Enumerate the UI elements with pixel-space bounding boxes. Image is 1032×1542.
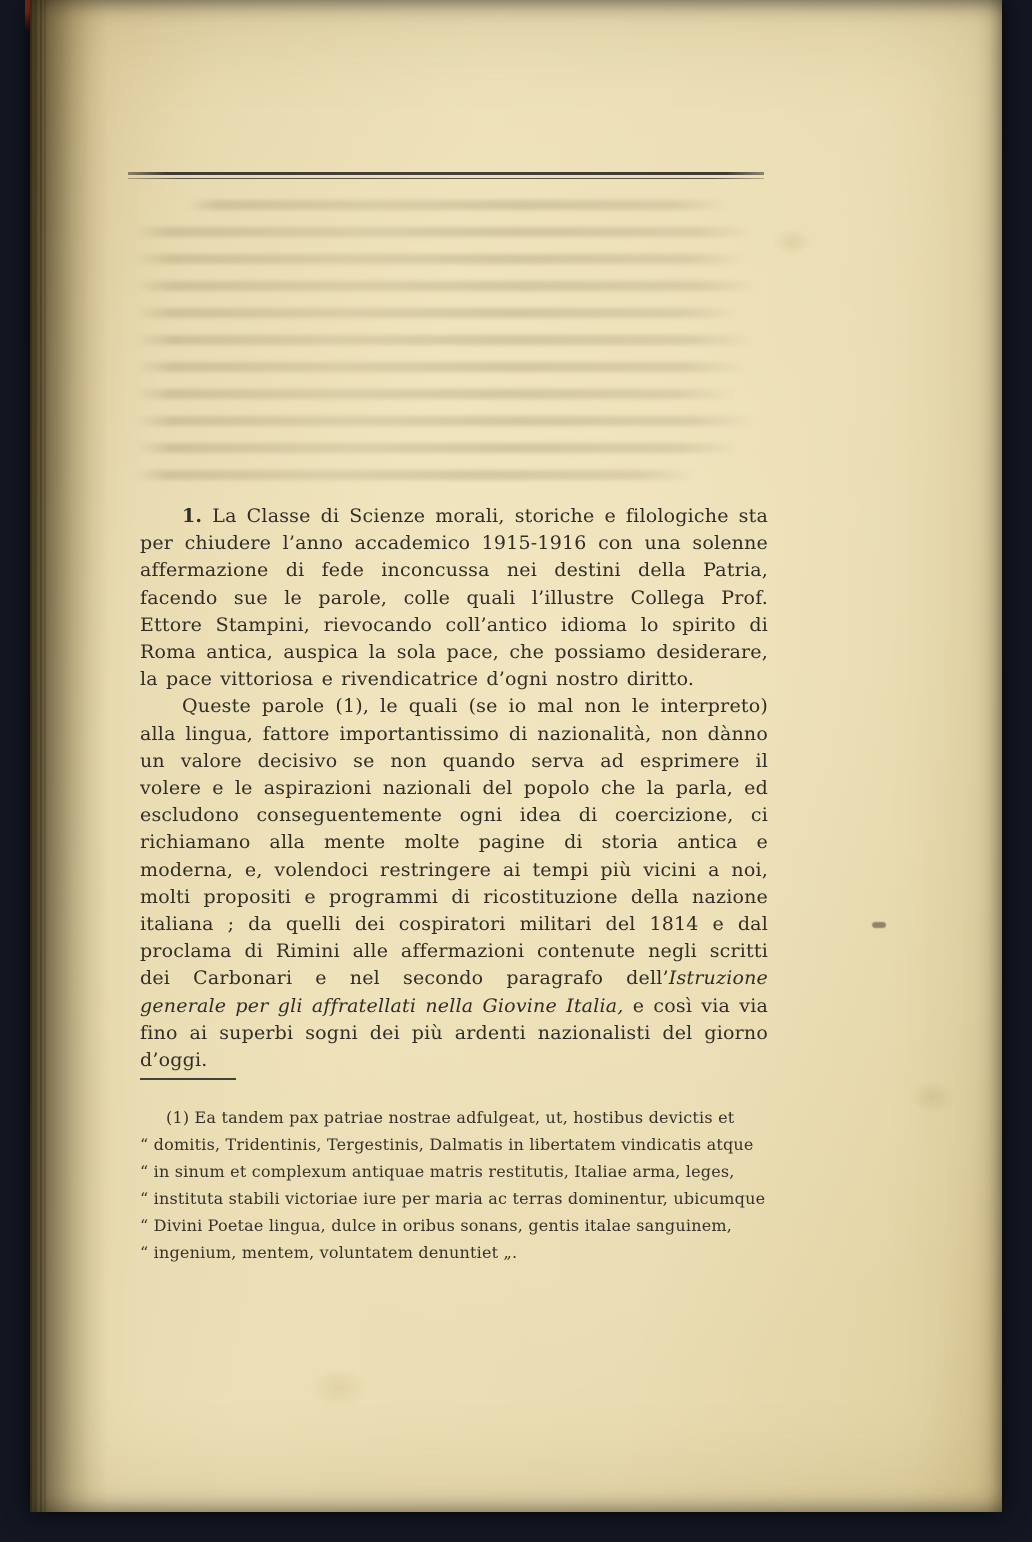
footnote <box>140 1104 776 1266</box>
footnote-line: (1) Ea tandem pax patriae nostrae adfulgeat, ut, hostibus devictis et <box>166 1108 735 1127</box>
bleed-through-line <box>134 362 748 372</box>
bleed-through-line <box>134 389 736 399</box>
bleed-through-text <box>134 200 774 497</box>
bleed-through-line <box>134 254 748 264</box>
ink-speck <box>872 922 886 928</box>
bleed-through-line <box>134 308 742 318</box>
paragraph-1 <box>140 503 768 693</box>
main-text <box>140 503 768 1074</box>
book-page <box>30 0 1002 1512</box>
footnote-separator <box>140 1078 236 1080</box>
paragraph-2-italic-title: Istruzione generale per gli affratellati nella Giovine Italia, <box>140 967 768 1017</box>
footnote-line: “ Divini Poetae lingua, dulce in oribus sonans, gentis italae sanguinem, <box>140 1216 733 1235</box>
footnote-line: “ ingenium, mentem, voluntatem denuntiet „. <box>140 1243 518 1262</box>
paragraph-1-text: La Classe di Scienze morali, storiche e filologiche sta per chiudere l’anno accademico 1915-1916 con una solenne affermazione di fede inconcussa nei destini della Patria, facendo sue le parole, colle quali l’illustre Collega Prof. Ettore Stampini, rievocando coll’antico idioma lo spirito di Roma antica, auspica la sola pace, che possiamo desiderare, la pace vittoriosa e rivendicatrice d’ogni nostro diritto. <box>140 505 768 691</box>
foxing-spot <box>772 228 812 256</box>
head-rule-thick <box>128 172 764 175</box>
footnote-line: “ in sinum et complexum antiquae matris restitutis, Italiae arma, leges, <box>140 1162 735 1181</box>
head-rule-thin <box>128 178 764 179</box>
section-number: 1. <box>182 505 203 527</box>
paragraph-2-text-b: e così via via fino ai superbi sogni dei più ardenti nazionalisti del giorno d’oggi. <box>140 994 768 1072</box>
bleed-through-line <box>134 335 755 345</box>
bleed-through-line <box>185 200 729 210</box>
foxing-spot <box>310 1368 368 1408</box>
bleed-through-line <box>134 416 755 426</box>
head-rule <box>128 172 764 179</box>
binding-shadow <box>30 0 108 1512</box>
foxing-spot <box>910 1080 954 1114</box>
footnote-line: “ instituta stabili victoriae iure per maria ac terras dominentur, ubicumque <box>140 1189 766 1208</box>
bleed-through-line <box>134 470 697 480</box>
bleed-through-line <box>134 443 742 453</box>
bleed-through-line <box>134 281 761 291</box>
paragraph-2 <box>140 693 768 1074</box>
footnote-line: “ domitis, Tridentinis, Tergestinis, Dalmatis in libertatem vindicatis atque <box>140 1135 754 1154</box>
paragraph-2-text-a: Queste parole (1), le quali (se io mal non le interpreto) alla lingua, fattore importantissimo di nazionalità, non dànno un valore decisivo se non quando serva ad esprimere il volere e le aspirazioni nazionali del popolo che la parla, ed escludono conseguentemente ogni idea di coercizione, ci richiamano alla mente molte pagine di storia antica e moderna, e, volendoci restringere ai tempi più vicini a noi, molti propositi e programmi di ricostituzione della nazione italiana ; da quelli dei cospiratori militari del 1814 e dal proclama di Rimini alle affermazioni contenute negli scritti dei Carbonari e nel secondo paragrafo dell’ <box>140 695 768 990</box>
bleed-through-line <box>134 227 755 237</box>
